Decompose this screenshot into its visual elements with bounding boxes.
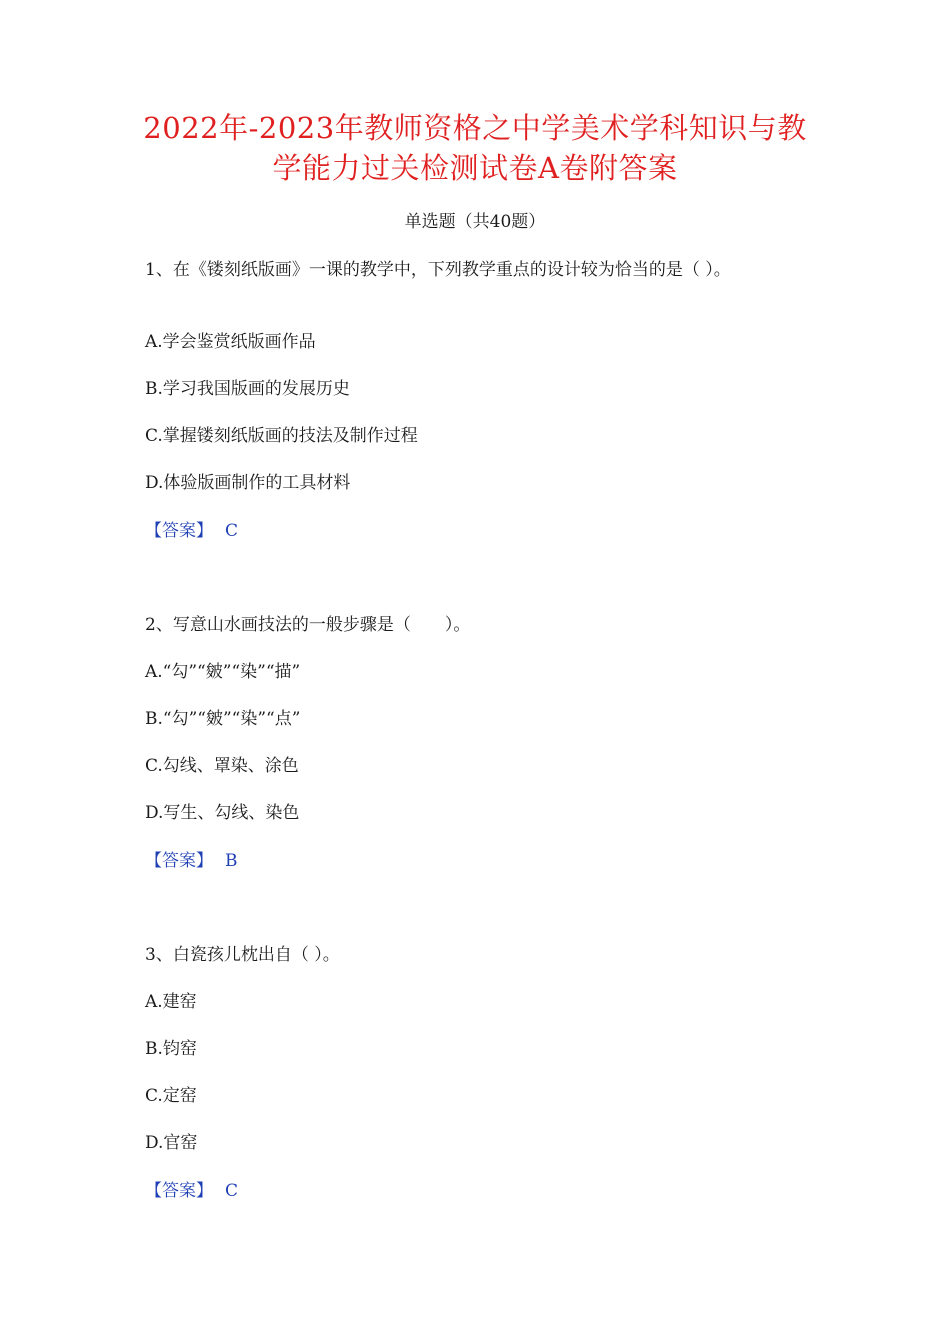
question-1-option-a: A.学会鉴赏纸版画作品 [145, 332, 316, 352]
answer-label: 【答案】 [145, 521, 213, 541]
question-1-stem: 1、在《镂刻纸版画》一课的教学中，下列教学重点的设计较为恰当的是（ ）。 [145, 260, 731, 280]
section-heading: 单选题（共40题） [404, 212, 546, 232]
question-3-option-d: D.官窑 [145, 1133, 198, 1153]
question-1-option-d: D.体验版画制作的工具材料 [145, 473, 351, 493]
question-3-answer [145, 1179, 238, 1203]
answer-label: 【答案】 [145, 851, 213, 871]
question-2-answer [145, 849, 238, 873]
question-3-option-c: C.定窑 [145, 1086, 197, 1106]
question-2-option-b: B.“勾”“皴”“染”“点” [145, 709, 301, 729]
question-1-option-b: B.学习我国版画的发展历史 [145, 379, 350, 399]
question-3-stem: 3、白瓷孩儿枕出自（ ）。 [145, 945, 340, 965]
question-3-option-b: B.钧窑 [145, 1039, 197, 1059]
question-1-option-c: C.掌握镂刻纸版画的技法及制作过程 [145, 426, 418, 446]
answer-value: C [225, 521, 239, 541]
answer-value: B [225, 851, 238, 871]
answer-label: 【答案】 [145, 1181, 213, 1201]
answer-value: C [225, 1181, 239, 1201]
question-3-option-a: A.建窑 [145, 992, 197, 1012]
document-title: 2022年-2023年教师资格之中学美术学科知识与教学能力过关检测试卷A卷附答案 [143, 111, 807, 185]
question-2-option-d: D.写生、勾线、染色 [145, 803, 300, 823]
question-1-answer [145, 519, 238, 543]
question-2-option-a: A.“勾”“皴”“染”“描” [145, 662, 301, 682]
question-2-option-c: C.勾线、罩染、涂色 [145, 756, 299, 776]
question-2-stem: 2、写意山水画技法的一般步骤是（ ）。 [145, 615, 471, 635]
